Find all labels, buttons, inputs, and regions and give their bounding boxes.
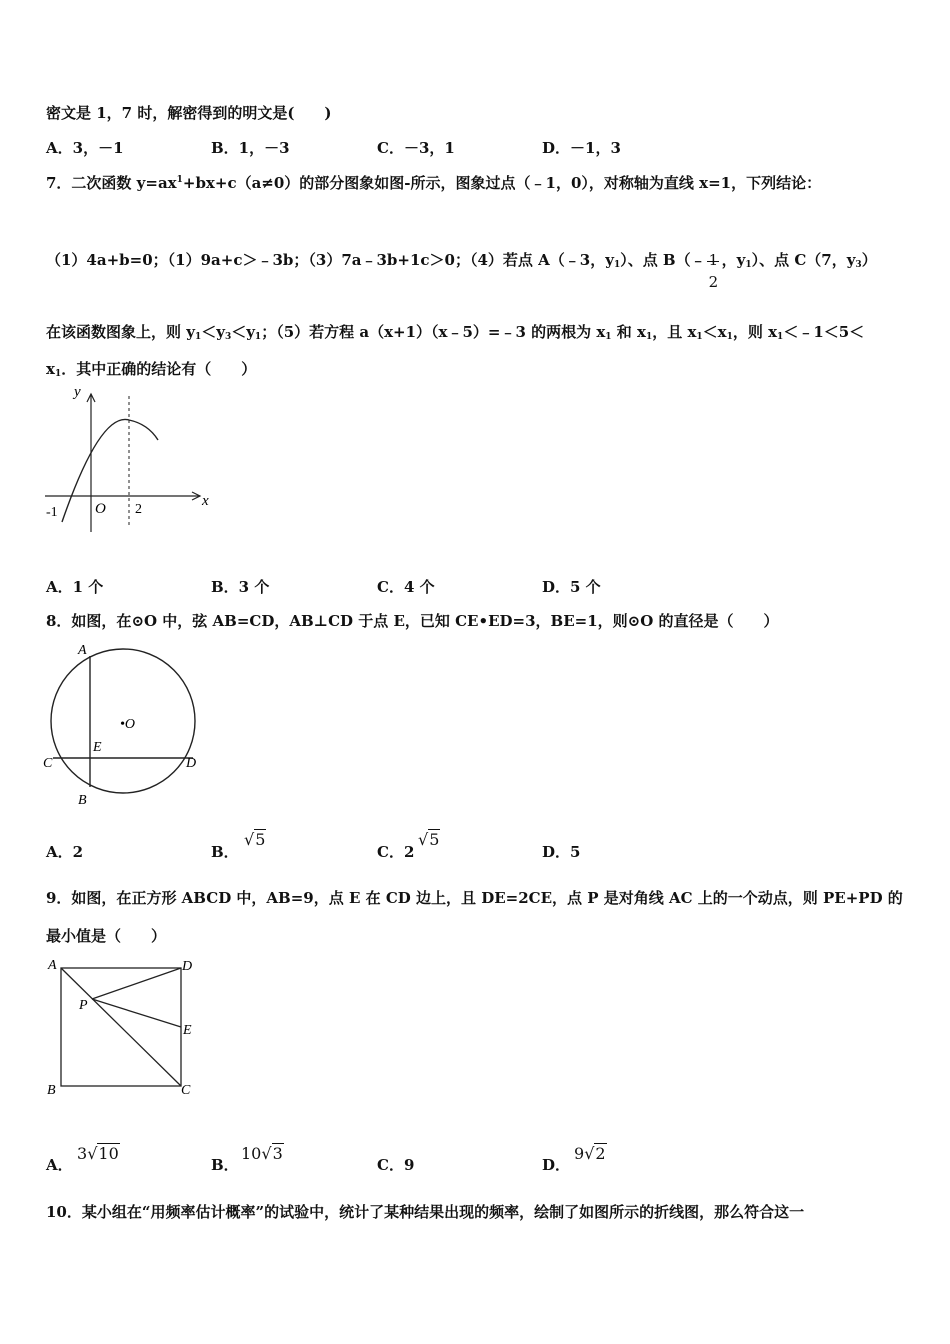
q7-option-c: C．4 个	[377, 578, 435, 596]
q9-label-e: E	[183, 1023, 192, 1038]
q7-option-b: B．3 个	[211, 578, 270, 596]
q9-stem-line1: 9．如图，在正方形 ABCD 中，AB=9，点 E 在 CD 边上，且 DE=2CE，点 P 是对角线 AC 上的一个动点，则 PE+PD 的	[46, 889, 903, 907]
q6-option-c: C．－3，1	[377, 139, 455, 157]
q7-origin-label: O	[95, 501, 106, 517]
q8-label-a: A	[78, 643, 87, 658]
q7-y-label: y	[74, 384, 81, 400]
q7-stem-line2: （1）4a+b=0；（1）9a+c＞﹣3b；（3）7a﹣3b+1c＞0；（4）若点 A（﹣3，$y_1$）、点 B（﹣ 1 2 ，$y_1$）、点 C（7，$y_3$）	[46, 240, 877, 280]
q7-parabola-curve	[62, 419, 158, 522]
q8-circle-figure	[40, 636, 210, 811]
q9-option-a: A．	[46, 1156, 73, 1174]
q8-option-c: C．2	[377, 843, 415, 861]
q7-stem-line3: 在该函数图象上，则 $y_1<y_3<y_1$；（5）若方程 a（x+1）（x﹣5）=﹣3 的两根为 $x_1$ 和 $x_1$，且 $x_1<x_1$，则 $x_1<﹣1<5<$	[46, 323, 865, 342]
q9-option-d: D．	[542, 1156, 571, 1174]
q9-segment-pd	[92, 968, 181, 999]
q7-two-label: 2	[135, 502, 142, 517]
q8-option-b-radical: √5	[244, 830, 266, 849]
q8-option-c-radical: √5	[418, 830, 440, 849]
q9-diagonal-ac	[61, 968, 181, 1086]
q7-x-label: x	[202, 493, 209, 509]
q9-option-a-radical: 3√10	[77, 1144, 119, 1163]
q6-option-a: A．3，－1	[46, 139, 124, 157]
q8-stem: 8．如图，在⊙O 中，弦 AB=CD，AB⊥CD 于点 E，已知 CE•ED=3，BE=1，则⊙O 的直径是（ ）	[46, 612, 779, 630]
q8-option-a: A．2	[46, 843, 84, 861]
q9-label-c: C	[181, 1083, 191, 1098]
q8-option-b: B．	[211, 843, 239, 861]
q8-option-d: D．5	[542, 843, 581, 861]
q8-label-d: D	[186, 756, 197, 771]
q9-label-b: B	[47, 1083, 56, 1098]
q9-square-figure	[42, 955, 212, 1100]
q8-label-e: E	[93, 740, 102, 755]
q9-option-b-radical: 10√3	[241, 1144, 283, 1163]
q8-label-o: •O	[120, 717, 136, 732]
q6-tail-text: 密文是 1，7 时，解密得到的明文是( )	[46, 104, 332, 122]
q7-option-a: A．1 个	[46, 578, 104, 596]
q7-parabola-figure	[40, 382, 220, 542]
q9-stem-line2: 最小值是（ ）	[46, 927, 167, 945]
q9-label-d: D	[182, 959, 193, 974]
q7-stem-line1: 7．二次函数 $y=ax^1+bx+c(a\ne 0)$的部分图象如图-所示，图象过点（﹣1，0），对称轴为直线 x=1，下列结论：	[46, 174, 822, 192]
q10-stem: 10．某小组在“用频率估计概率”的试验中，统计了某种结果出现的频率，绘制了如图所示的折线图，那么符合这一	[46, 1203, 805, 1221]
q7-option-d: D．5 个	[542, 578, 601, 596]
q7-stem-line4: $x_1$．其中正确的结论有（ ）	[46, 360, 257, 379]
q9-option-c: C．9	[377, 1156, 415, 1174]
q9-option-d-radical: 9√2	[574, 1144, 606, 1163]
q8-label-c: C	[43, 756, 53, 771]
q7-neg1-label: -1	[46, 505, 58, 520]
q9-label-p: P	[79, 998, 88, 1013]
q9-option-b: B．	[211, 1156, 239, 1174]
q8-label-b: B	[78, 793, 87, 808]
q6-option-d: D．－1，3	[542, 139, 621, 157]
q7-fraction: 1 2	[708, 251, 719, 291]
q9-label-a: A	[48, 958, 57, 973]
q9-segment-pe	[92, 999, 181, 1027]
q6-option-b: B．1，－3	[211, 139, 290, 157]
